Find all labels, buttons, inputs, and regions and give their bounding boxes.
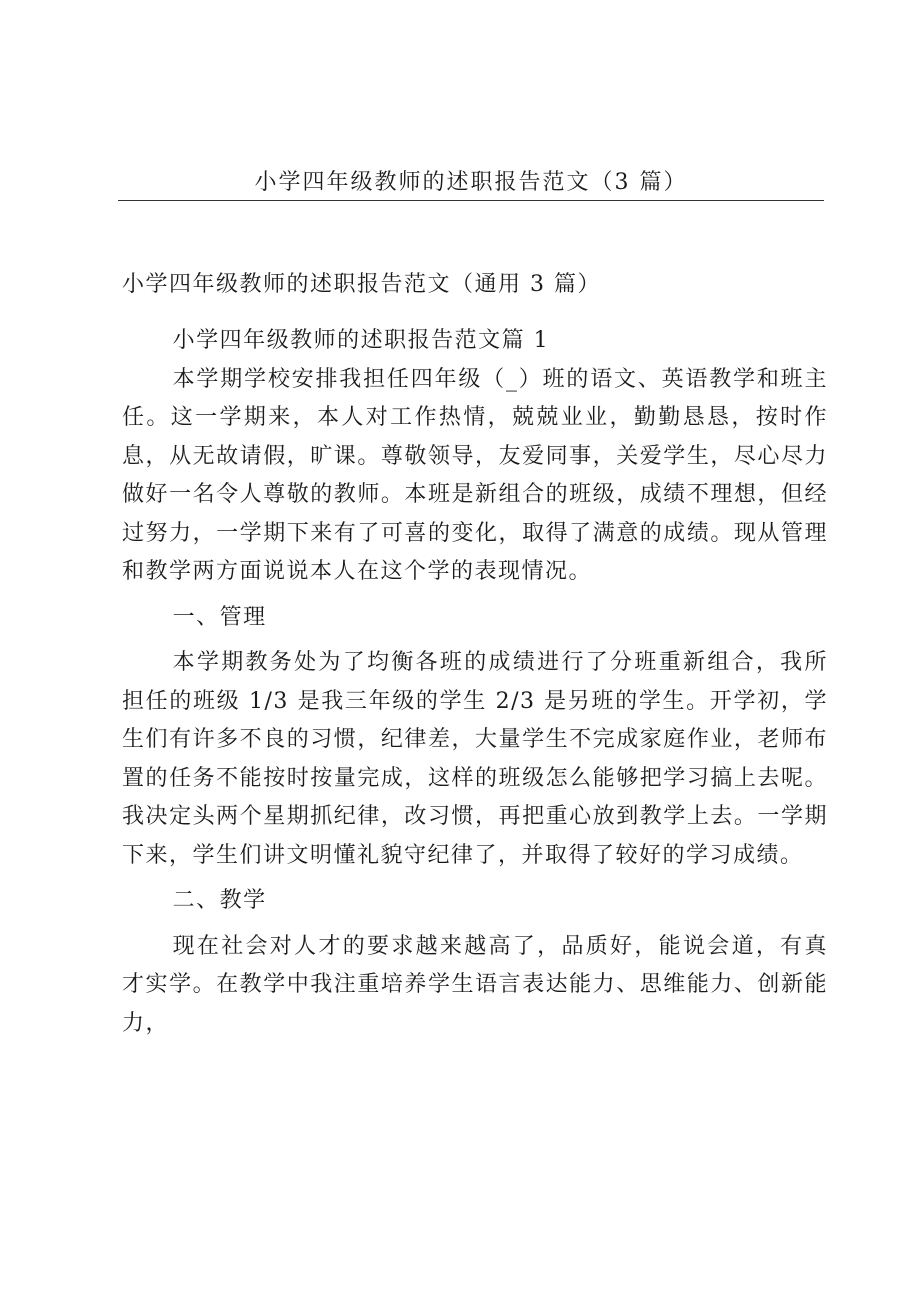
document-body [122, 322, 828, 1043]
section-heading-management: 一、管理 [172, 604, 267, 630]
header-title: 小学四年级教师的述职报告范文（3 篇） [254, 170, 688, 195]
section-subtitle: 小学四年级教师的述职报告范文篇 1 [172, 328, 550, 353]
section-heading-teaching: 二、教学 [172, 888, 267, 913]
document-title: 小学四年级教师的述职报告范文（通用 3 篇） [122, 272, 601, 297]
management-paragraph: 本学期教务处为了均衡各班的成绩进行了分班重新组合，我所担任的班级 1/3 是我三年级的学生 2/3 是另班的学生。开学初，学生们有许多不良的习惯，纪律差，大量学生不完成家庭作业，老师布置的任务不能按时按量完成，这样的班级怎么能够把学习搞上去呢。我决定头两个星期抓纪律，改习惯，再把重心放到教学上去。一学期下来，学生们讲文明懂礼貌守纪律了，并取得了较好的学习成绩。 [122, 650, 828, 868]
teaching-paragraph: 现在社会对人才的要求越来越高了，品质好，能说会道，有真才实学。在教学中我注重培养学生语言表达能力、思维能力、创新能力， [122, 933, 828, 1036]
header-divider [118, 200, 824, 201]
intro-paragraph: 本学期学校安排我担任四年级（_）班的语文、英语教学和班主任。这一学期来，本人对工作热情，兢兢业业，勤勤恳恳，按时作息，从无故请假，旷课。尊敬领导，友爱同事，关爱学生，尽心尽力做好一名令人尊敬的教师。本班是新组合的班级，成绩不理想，但经过努力，一学期下来有了可喜的变化，取得了满意的成绩。现从管理和教学两方面说说本人在这个学的表现情况。 [122, 366, 828, 584]
